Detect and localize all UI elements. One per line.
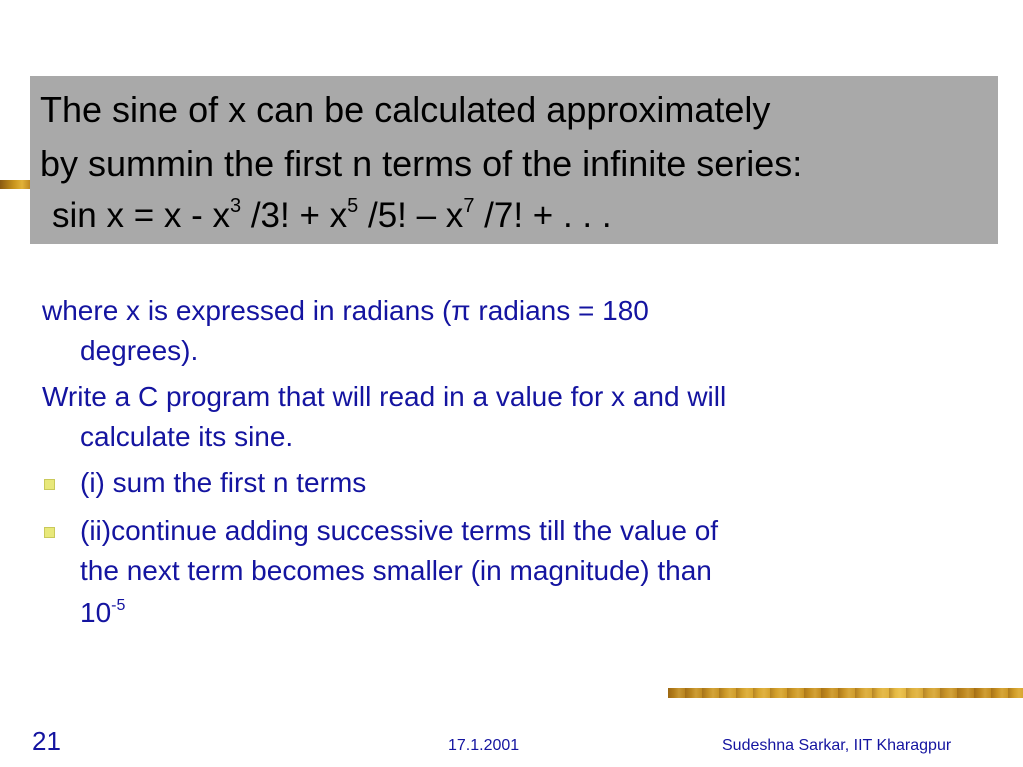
bullet-2-line-3 — [80, 594, 125, 632]
title-line-2: by summin the first n terms of the infinite series: — [40, 143, 803, 184]
bullet-1-text: (i) sum the first n terms — [80, 467, 367, 498]
paragraph-1-text-a: where x is expressed in radians ( — [42, 295, 452, 326]
bullet-square-icon — [44, 527, 55, 538]
bullet-square-icon — [44, 479, 55, 490]
power-exponent: -5 — [111, 597, 126, 614]
paragraph-2-line-2: calculate its sine. — [80, 421, 294, 452]
formula-part-2: /3! + x — [241, 196, 348, 235]
title-line-1: The sine of x can be calculated approximately — [40, 89, 771, 130]
paragraph-1-line-1 — [42, 292, 649, 330]
bullet-2-line-1: (ii)continue adding successive terms till the value of — [80, 515, 719, 546]
sine-series-formula — [52, 196, 612, 236]
paragraph-2-line-1: Write a C program that will read in a value for x and will — [42, 381, 727, 412]
slide-number: 21 — [32, 726, 61, 756]
formula-part-4: /7! + . . . — [474, 196, 612, 235]
formula-part-1: sin x = x - x — [52, 196, 230, 235]
formula-exponent-1: 3 — [229, 195, 242, 217]
bullet-2-line-2: the next term becomes smaller (in magnitude) than — [80, 555, 712, 586]
footer-author: Sudeshna Sarkar, IIT Kharagpur — [722, 737, 952, 754]
paragraph-1-text-b: radians = 180 — [470, 295, 649, 326]
formula-exponent-3: 7 — [463, 195, 475, 217]
formula-exponent-2: 5 — [347, 195, 359, 217]
decorative-stripe-right — [668, 688, 1023, 698]
footer-date: 17.1.2001 — [448, 737, 520, 754]
pi-symbol: π — [451, 295, 471, 326]
power-base: 10 — [80, 597, 112, 628]
paragraph-1-line-2: degrees). — [80, 335, 199, 366]
formula-part-3: /5! – x — [358, 196, 464, 235]
